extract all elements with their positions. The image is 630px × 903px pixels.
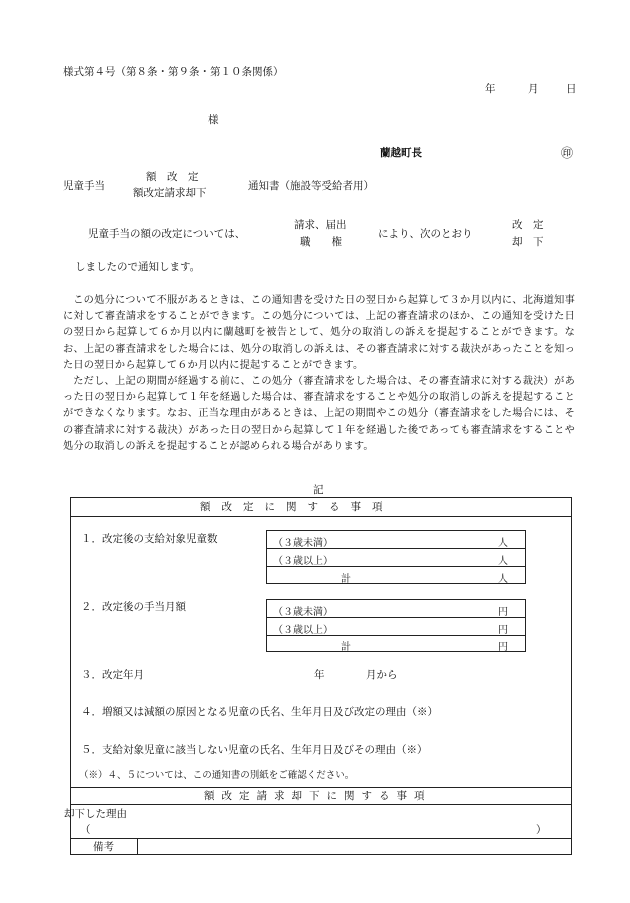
- form-number: 様式第４号（第８条・第９条・第１０条関係）: [63, 66, 284, 78]
- item3-month-from: 月から: [366, 669, 398, 681]
- item2-row-over3-label: （３歳以上）: [273, 625, 333, 636]
- item1-label: １．改定後の支給対象児童数: [81, 533, 218, 545]
- appeal-paragraph-1: この処分について不服があるときは、この通知書を受けた日の翌日から起算して３か月以内に、北海道知事に対して審査請求をすることができます。この処分については、上記の審査請求のほか、この通知を受けた日の翌日から起算して６か月以内に蘭越町を被告として、処分の取消しの訴えを提起することができます。なお、上記の審査請求をした場合には、処分の取消しの訴えは、その審査請求に対する裁決があったことを知った日の翌日から起算して６か月以内に提起することができます。: [63, 295, 575, 371]
- item5-label: ５．支給対象児童に該当しない児童の氏名、生年月日及びその理由（※）: [81, 744, 428, 756]
- title-option-kaitei: 額 改 定: [146, 171, 199, 183]
- reject-reason-paren-open: （: [80, 824, 91, 836]
- date-year: 年: [485, 83, 496, 95]
- reject-reason-paren-close: ）: [536, 824, 547, 836]
- ki-mark: 記: [313, 484, 324, 496]
- section1-header-divider: [70, 516, 572, 517]
- notice-middle: により、次のとおり: [378, 228, 473, 240]
- section1-header: 額改定に関する事項: [200, 501, 394, 513]
- notice-result-kyakka: 却 下: [512, 236, 544, 248]
- date-month: 月: [528, 83, 539, 95]
- item3-label: ３．改定年月: [81, 669, 144, 681]
- title-prefix: 児童手当: [63, 180, 105, 192]
- item2-row-under3-label: （３歳未満）: [273, 607, 333, 618]
- item4-label: ４．増額又は減額の原因となる児童の氏名、生年月日及び改定の理由（※）: [81, 706, 438, 718]
- note-text: （※）４、５については、この通知書の別紙をご確認ください。: [79, 770, 355, 781]
- item2-row-total-label: 計: [341, 642, 351, 653]
- item2-row-total-unit: 円: [498, 642, 508, 653]
- section2-header: 額改定請求却下に関する事項: [204, 790, 432, 802]
- item2-label: ２．改定後の手当月額: [81, 601, 186, 613]
- addressee-suffix: 様: [208, 114, 219, 126]
- remarks-divider: [70, 838, 572, 839]
- seal-mark: ㊞: [561, 146, 574, 160]
- item2-row-over3-unit: 円: [498, 625, 508, 636]
- notice-basis-authority: 職 権: [300, 236, 342, 248]
- item1-row-over3-unit: 人: [498, 556, 508, 567]
- notice-lead: 児童手当の額の改定については、: [88, 228, 246, 240]
- appeal-paragraph-2: ただし、上記の期間が経過する前に、この処分（審査請求をした場合は、その審査請求に対する裁決）があった日の翌日から起算して１年を経過した場合は、審査請求をすることや処分の取消しの訴えを提起することができなくなります。なお、正当な理由があるときは、上記の期間やこの処分（審査請求をした場合には、その審査請求に対する裁決）があった日の翌日から起算して１年を経過した後であっても審査請求をすることや処分の取消しの訴えを提起することが認められる場合があります。: [63, 376, 575, 452]
- title-option-kyakka: 額改定請求却下: [133, 187, 207, 199]
- section2-header-divider: [70, 804, 572, 805]
- remarks-label: 備考: [93, 841, 114, 853]
- item3-year: 年: [314, 669, 325, 681]
- item1-row-under3-unit: 人: [498, 538, 508, 549]
- item2-row-under3-unit: 円: [498, 607, 508, 618]
- reject-reason-label: 却下した理由: [64, 808, 127, 820]
- section2-top-divider: [70, 787, 572, 788]
- notice-basis-request: 請求、届出: [294, 219, 347, 231]
- notice-end: しましたので通知します。: [75, 261, 201, 273]
- remarks-column-divider: [137, 838, 138, 855]
- issuer: 蘭越町長: [380, 147, 422, 159]
- item1-row-over3-label: （３歳以上）: [273, 556, 333, 567]
- item1-row-total-unit: 人: [498, 574, 508, 585]
- date-day: 日: [566, 83, 577, 95]
- item1-row-total-label: 計: [341, 574, 351, 585]
- title-suffix: 通知書（施設等受給者用）: [248, 180, 374, 192]
- notice-result-kaitei: 改 定: [512, 219, 544, 231]
- item1-row-under3-label: （３歳未満）: [273, 538, 333, 549]
- appeal-text: [63, 293, 575, 455]
